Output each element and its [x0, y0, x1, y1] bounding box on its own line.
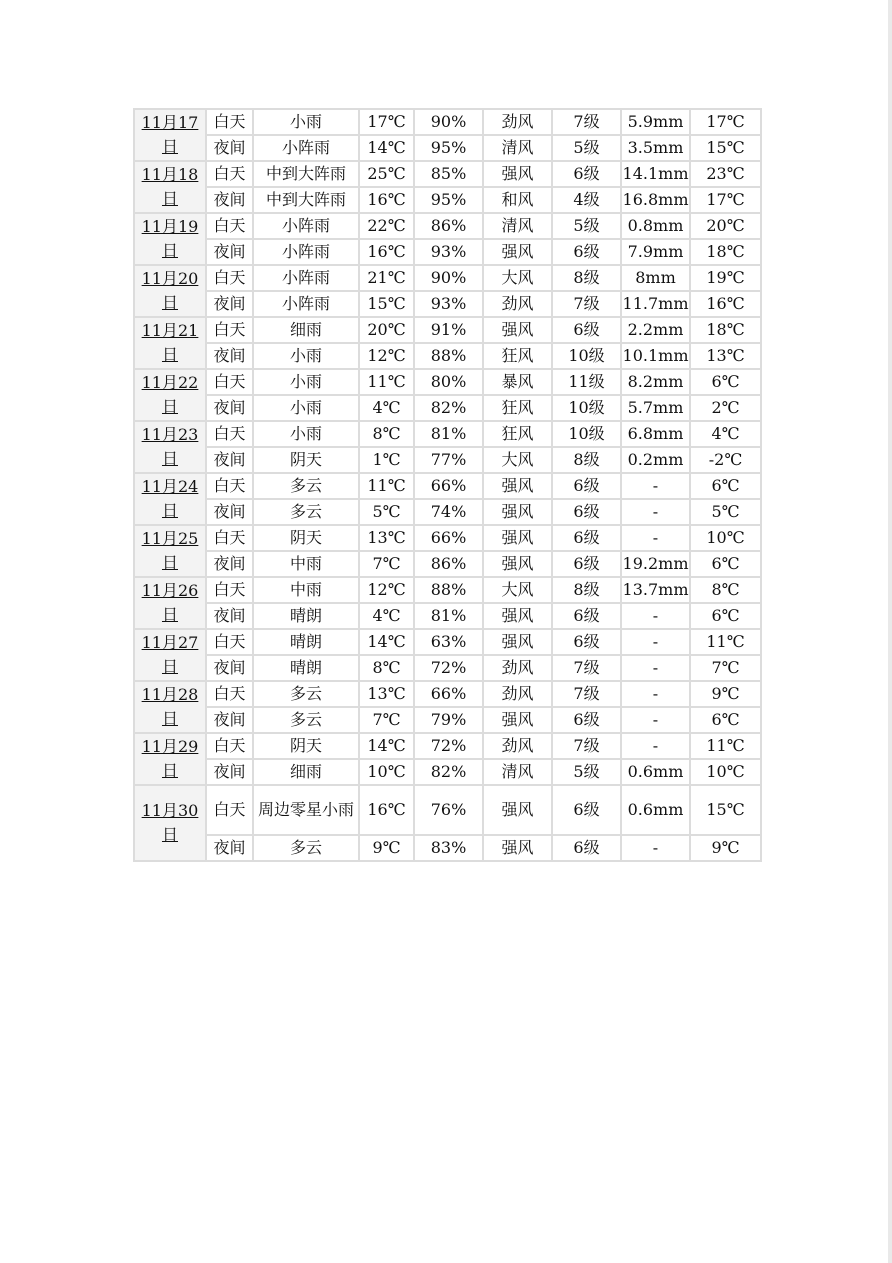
- wind-level-cell: 6级: [552, 525, 621, 551]
- wind-level-cell: 10级: [552, 395, 621, 421]
- precipitation-cell: -: [621, 835, 690, 861]
- humidity-cell: 74%: [414, 499, 483, 525]
- humidity-cell: 95%: [414, 135, 483, 161]
- feels-like-cell: 11℃: [690, 629, 761, 655]
- table-row: [134, 317, 761, 343]
- feels-like-cell: 10℃: [690, 759, 761, 785]
- weather-cell: 中雨: [253, 577, 359, 603]
- weather-cell: 晴朗: [253, 629, 359, 655]
- humidity-cell: 80%: [414, 369, 483, 395]
- page-edge: [888, 0, 892, 1263]
- period-cell: 夜间: [206, 343, 253, 369]
- wind-level-cell: 7级: [552, 733, 621, 759]
- table-row: [134, 395, 761, 421]
- wind-cell: 狂风: [483, 395, 552, 421]
- weather-cell: 小阵雨: [253, 135, 359, 161]
- feels-like-cell: 5℃: [690, 499, 761, 525]
- period-cell: 白天: [206, 681, 253, 707]
- temperature-cell: 7℃: [359, 707, 414, 733]
- humidity-cell: 86%: [414, 551, 483, 577]
- temperature-cell: 15℃: [359, 291, 414, 317]
- wind-level-cell: 6级: [552, 629, 621, 655]
- table-row: [134, 759, 761, 785]
- precipitation-cell: -: [621, 629, 690, 655]
- humidity-cell: 81%: [414, 603, 483, 629]
- wind-cell: 强风: [483, 473, 552, 499]
- wind-level-cell: 8级: [552, 447, 621, 473]
- wind-level-cell: 5级: [552, 759, 621, 785]
- wind-level-cell: 11级: [552, 369, 621, 395]
- date-cell: 11月17日: [134, 109, 206, 161]
- table-row: [134, 785, 761, 835]
- table-row: [134, 239, 761, 265]
- table-row: [134, 213, 761, 239]
- date-cell: 11月20日: [134, 265, 206, 317]
- table-row: [134, 499, 761, 525]
- feels-like-cell: 8℃: [690, 577, 761, 603]
- date-cell: 11月29日: [134, 733, 206, 785]
- date-cell: 11月18日: [134, 161, 206, 213]
- period-cell: 夜间: [206, 239, 253, 265]
- wind-level-cell: 6级: [552, 835, 621, 861]
- precipitation-cell: 10.1mm: [621, 343, 690, 369]
- precipitation-cell: -: [621, 603, 690, 629]
- wind-cell: 和风: [483, 187, 552, 213]
- temperature-cell: 7℃: [359, 551, 414, 577]
- wind-cell: 清风: [483, 759, 552, 785]
- feels-like-cell: 19℃: [690, 265, 761, 291]
- wind-level-cell: 6级: [552, 707, 621, 733]
- humidity-cell: 93%: [414, 239, 483, 265]
- humidity-cell: 63%: [414, 629, 483, 655]
- period-cell: 白天: [206, 369, 253, 395]
- table-row: [134, 265, 761, 291]
- feels-like-cell: 7℃: [690, 655, 761, 681]
- precipitation-cell: 19.2mm: [621, 551, 690, 577]
- table-row: [134, 109, 761, 135]
- wind-level-cell: 7级: [552, 655, 621, 681]
- period-cell: 白天: [206, 733, 253, 759]
- weather-cell: 周边零星小雨: [253, 785, 359, 835]
- feels-like-cell: 17℃: [690, 109, 761, 135]
- temperature-cell: 21℃: [359, 265, 414, 291]
- feels-like-cell: 6℃: [690, 603, 761, 629]
- precipitation-cell: 0.2mm: [621, 447, 690, 473]
- humidity-cell: 90%: [414, 109, 483, 135]
- weather-cell: 中到大阵雨: [253, 161, 359, 187]
- wind-cell: 强风: [483, 499, 552, 525]
- temperature-cell: 14℃: [359, 135, 414, 161]
- period-cell: 夜间: [206, 447, 253, 473]
- date-cell: 11月21日: [134, 317, 206, 369]
- table-row: [134, 369, 761, 395]
- date-cell: 11月24日: [134, 473, 206, 525]
- wind-cell: 清风: [483, 213, 552, 239]
- table-row: [134, 733, 761, 759]
- feels-like-cell: 23℃: [690, 161, 761, 187]
- weather-cell: 晴朗: [253, 655, 359, 681]
- weather-cell: 细雨: [253, 759, 359, 785]
- humidity-cell: 66%: [414, 681, 483, 707]
- precipitation-cell: 6.8mm: [621, 421, 690, 447]
- table-row: [134, 551, 761, 577]
- period-cell: 白天: [206, 629, 253, 655]
- wind-cell: 暴风: [483, 369, 552, 395]
- precipitation-cell: 0.8mm: [621, 213, 690, 239]
- temperature-cell: 20℃: [359, 317, 414, 343]
- temperature-cell: 12℃: [359, 577, 414, 603]
- precipitation-cell: 8.2mm: [621, 369, 690, 395]
- temperature-cell: 9℃: [359, 835, 414, 861]
- wind-level-cell: 5级: [552, 213, 621, 239]
- period-cell: 白天: [206, 317, 253, 343]
- wind-level-cell: 6级: [552, 785, 621, 835]
- precipitation-cell: -: [621, 681, 690, 707]
- temperature-cell: 4℃: [359, 395, 414, 421]
- table-row: [134, 421, 761, 447]
- precipitation-cell: -: [621, 707, 690, 733]
- table-row: [134, 577, 761, 603]
- wind-level-cell: 6级: [552, 161, 621, 187]
- wind-cell: 大风: [483, 577, 552, 603]
- period-cell: 白天: [206, 577, 253, 603]
- wind-cell: 强风: [483, 317, 552, 343]
- wind-cell: 狂风: [483, 421, 552, 447]
- table-row: [134, 473, 761, 499]
- temperature-cell: 8℃: [359, 421, 414, 447]
- humidity-cell: 83%: [414, 835, 483, 861]
- humidity-cell: 85%: [414, 161, 483, 187]
- wind-cell: 强风: [483, 629, 552, 655]
- humidity-cell: 66%: [414, 473, 483, 499]
- table-row: [134, 161, 761, 187]
- precipitation-cell: 11.7mm: [621, 291, 690, 317]
- date-cell: 11月28日: [134, 681, 206, 733]
- precipitation-cell: 5.9mm: [621, 109, 690, 135]
- precipitation-cell: 0.6mm: [621, 785, 690, 835]
- temperature-cell: 13℃: [359, 681, 414, 707]
- wind-cell: 劲风: [483, 733, 552, 759]
- date-cell: 11月22日: [134, 369, 206, 421]
- humidity-cell: 88%: [414, 577, 483, 603]
- temperature-cell: 17℃: [359, 109, 414, 135]
- humidity-cell: 72%: [414, 655, 483, 681]
- wind-cell: 强风: [483, 707, 552, 733]
- temperature-cell: 14℃: [359, 733, 414, 759]
- feels-like-cell: 20℃: [690, 213, 761, 239]
- wind-cell: 强风: [483, 551, 552, 577]
- period-cell: 夜间: [206, 551, 253, 577]
- precipitation-cell: -: [621, 655, 690, 681]
- period-cell: 白天: [206, 525, 253, 551]
- weather-table-body: [134, 109, 761, 861]
- wind-level-cell: 7级: [552, 109, 621, 135]
- feels-like-cell: 2℃: [690, 395, 761, 421]
- wind-level-cell: 8级: [552, 265, 621, 291]
- period-cell: 夜间: [206, 759, 253, 785]
- temperature-cell: 16℃: [359, 239, 414, 265]
- table-row: [134, 187, 761, 213]
- precipitation-cell: 2.2mm: [621, 317, 690, 343]
- precipitation-cell: 8mm: [621, 265, 690, 291]
- table-row: [134, 525, 761, 551]
- period-cell: 夜间: [206, 603, 253, 629]
- period-cell: 夜间: [206, 655, 253, 681]
- table-row: [134, 629, 761, 655]
- table-row: [134, 603, 761, 629]
- precipitation-cell: 5.7mm: [621, 395, 690, 421]
- table-row: [134, 447, 761, 473]
- wind-cell: 强风: [483, 525, 552, 551]
- humidity-cell: 91%: [414, 317, 483, 343]
- table-row: [134, 343, 761, 369]
- wind-cell: 强风: [483, 785, 552, 835]
- feels-like-cell: 11℃: [690, 733, 761, 759]
- wind-level-cell: 7级: [552, 681, 621, 707]
- feels-like-cell: 18℃: [690, 317, 761, 343]
- date-cell: 11月19日: [134, 213, 206, 265]
- humidity-cell: 72%: [414, 733, 483, 759]
- precipitation-cell: 0.6mm: [621, 759, 690, 785]
- humidity-cell: 88%: [414, 343, 483, 369]
- period-cell: 夜间: [206, 187, 253, 213]
- temperature-cell: 11℃: [359, 369, 414, 395]
- period-cell: 白天: [206, 109, 253, 135]
- wind-cell: 清风: [483, 135, 552, 161]
- temperature-cell: 5℃: [359, 499, 414, 525]
- weather-cell: 小雨: [253, 343, 359, 369]
- wind-level-cell: 7级: [552, 291, 621, 317]
- wind-cell: 强风: [483, 239, 552, 265]
- feels-like-cell: 6℃: [690, 473, 761, 499]
- precipitation-cell: -: [621, 525, 690, 551]
- temperature-cell: 8℃: [359, 655, 414, 681]
- precipitation-cell: 7.9mm: [621, 239, 690, 265]
- weather-cell: 小雨: [253, 109, 359, 135]
- weather-cell: 中到大阵雨: [253, 187, 359, 213]
- period-cell: 白天: [206, 213, 253, 239]
- date-cell: 11月23日: [134, 421, 206, 473]
- humidity-cell: 95%: [414, 187, 483, 213]
- wind-level-cell: 6级: [552, 603, 621, 629]
- feels-like-cell: 15℃: [690, 135, 761, 161]
- temperature-cell: 14℃: [359, 629, 414, 655]
- period-cell: 夜间: [206, 499, 253, 525]
- humidity-cell: 82%: [414, 395, 483, 421]
- date-cell: 11月30日: [134, 785, 206, 861]
- temperature-cell: 25℃: [359, 161, 414, 187]
- humidity-cell: 86%: [414, 213, 483, 239]
- period-cell: 夜间: [206, 707, 253, 733]
- feels-like-cell: 16℃: [690, 291, 761, 317]
- temperature-cell: 13℃: [359, 525, 414, 551]
- period-cell: 夜间: [206, 835, 253, 861]
- period-cell: 白天: [206, 421, 253, 447]
- feels-like-cell: 6℃: [690, 707, 761, 733]
- temperature-cell: 10℃: [359, 759, 414, 785]
- feels-like-cell: 9℃: [690, 681, 761, 707]
- wind-cell: 强风: [483, 161, 552, 187]
- date-cell: 11月25日: [134, 525, 206, 577]
- precipitation-cell: -: [621, 499, 690, 525]
- wind-level-cell: 4级: [552, 187, 621, 213]
- temperature-cell: 4℃: [359, 603, 414, 629]
- humidity-cell: 79%: [414, 707, 483, 733]
- wind-level-cell: 6级: [552, 239, 621, 265]
- wind-level-cell: 10级: [552, 343, 621, 369]
- period-cell: 夜间: [206, 395, 253, 421]
- feels-like-cell: 9℃: [690, 835, 761, 861]
- feels-like-cell: 6℃: [690, 551, 761, 577]
- feels-like-cell: 17℃: [690, 187, 761, 213]
- humidity-cell: 66%: [414, 525, 483, 551]
- period-cell: 白天: [206, 161, 253, 187]
- weather-cell: 阴天: [253, 733, 359, 759]
- date-cell: 11月26日: [134, 577, 206, 629]
- weather-cell: 小阵雨: [253, 291, 359, 317]
- weather-cell: 小阵雨: [253, 265, 359, 291]
- weather-cell: 多云: [253, 499, 359, 525]
- weather-cell: 多云: [253, 835, 359, 861]
- precipitation-cell: 13.7mm: [621, 577, 690, 603]
- temperature-cell: 16℃: [359, 785, 414, 835]
- wind-level-cell: 6级: [552, 473, 621, 499]
- period-cell: 白天: [206, 473, 253, 499]
- wind-cell: 劲风: [483, 681, 552, 707]
- precipitation-cell: 3.5mm: [621, 135, 690, 161]
- feels-like-cell: 13℃: [690, 343, 761, 369]
- temperature-cell: 22℃: [359, 213, 414, 239]
- temperature-cell: 12℃: [359, 343, 414, 369]
- wind-level-cell: 5级: [552, 135, 621, 161]
- wind-level-cell: 8级: [552, 577, 621, 603]
- humidity-cell: 81%: [414, 421, 483, 447]
- feels-like-cell: 4℃: [690, 421, 761, 447]
- feels-like-cell: -2℃: [690, 447, 761, 473]
- wind-cell: 劲风: [483, 655, 552, 681]
- period-cell: 夜间: [206, 291, 253, 317]
- weather-cell: 小雨: [253, 369, 359, 395]
- humidity-cell: 77%: [414, 447, 483, 473]
- period-cell: 夜间: [206, 135, 253, 161]
- humidity-cell: 93%: [414, 291, 483, 317]
- wind-cell: 狂风: [483, 343, 552, 369]
- weather-cell: 小阵雨: [253, 239, 359, 265]
- weather-cell: 细雨: [253, 317, 359, 343]
- weather-cell: 小阵雨: [253, 213, 359, 239]
- temperature-cell: 11℃: [359, 473, 414, 499]
- period-cell: 白天: [206, 785, 253, 835]
- table-row: [134, 135, 761, 161]
- wind-level-cell: 10级: [552, 421, 621, 447]
- table-row: [134, 291, 761, 317]
- weather-cell: 阴天: [253, 525, 359, 551]
- feels-like-cell: 15℃: [690, 785, 761, 835]
- wind-cell: 大风: [483, 265, 552, 291]
- weather-table: [133, 108, 762, 862]
- weather-cell: 中雨: [253, 551, 359, 577]
- table-row: [134, 681, 761, 707]
- weather-cell: 小雨: [253, 395, 359, 421]
- humidity-cell: 76%: [414, 785, 483, 835]
- wind-cell: 强风: [483, 835, 552, 861]
- precipitation-cell: -: [621, 733, 690, 759]
- table-row: [134, 835, 761, 861]
- precipitation-cell: 14.1mm: [621, 161, 690, 187]
- feels-like-cell: 6℃: [690, 369, 761, 395]
- feels-like-cell: 10℃: [690, 525, 761, 551]
- weather-cell: 阴天: [253, 447, 359, 473]
- table-row: [134, 707, 761, 733]
- feels-like-cell: 18℃: [690, 239, 761, 265]
- weather-cell: 多云: [253, 707, 359, 733]
- wind-cell: 强风: [483, 603, 552, 629]
- weather-cell: 多云: [253, 473, 359, 499]
- weather-cell: 晴朗: [253, 603, 359, 629]
- humidity-cell: 82%: [414, 759, 483, 785]
- wind-level-cell: 6级: [552, 499, 621, 525]
- wind-level-cell: 6级: [552, 317, 621, 343]
- precipitation-cell: 16.8mm: [621, 187, 690, 213]
- wind-cell: 劲风: [483, 291, 552, 317]
- precipitation-cell: -: [621, 473, 690, 499]
- date-cell: 11月27日: [134, 629, 206, 681]
- wind-cell: 大风: [483, 447, 552, 473]
- table-row: [134, 655, 761, 681]
- weather-cell: 多云: [253, 681, 359, 707]
- temperature-cell: 16℃: [359, 187, 414, 213]
- period-cell: 白天: [206, 265, 253, 291]
- weather-cell: 小雨: [253, 421, 359, 447]
- wind-cell: 劲风: [483, 109, 552, 135]
- humidity-cell: 90%: [414, 265, 483, 291]
- temperature-cell: 1℃: [359, 447, 414, 473]
- wind-level-cell: 6级: [552, 551, 621, 577]
